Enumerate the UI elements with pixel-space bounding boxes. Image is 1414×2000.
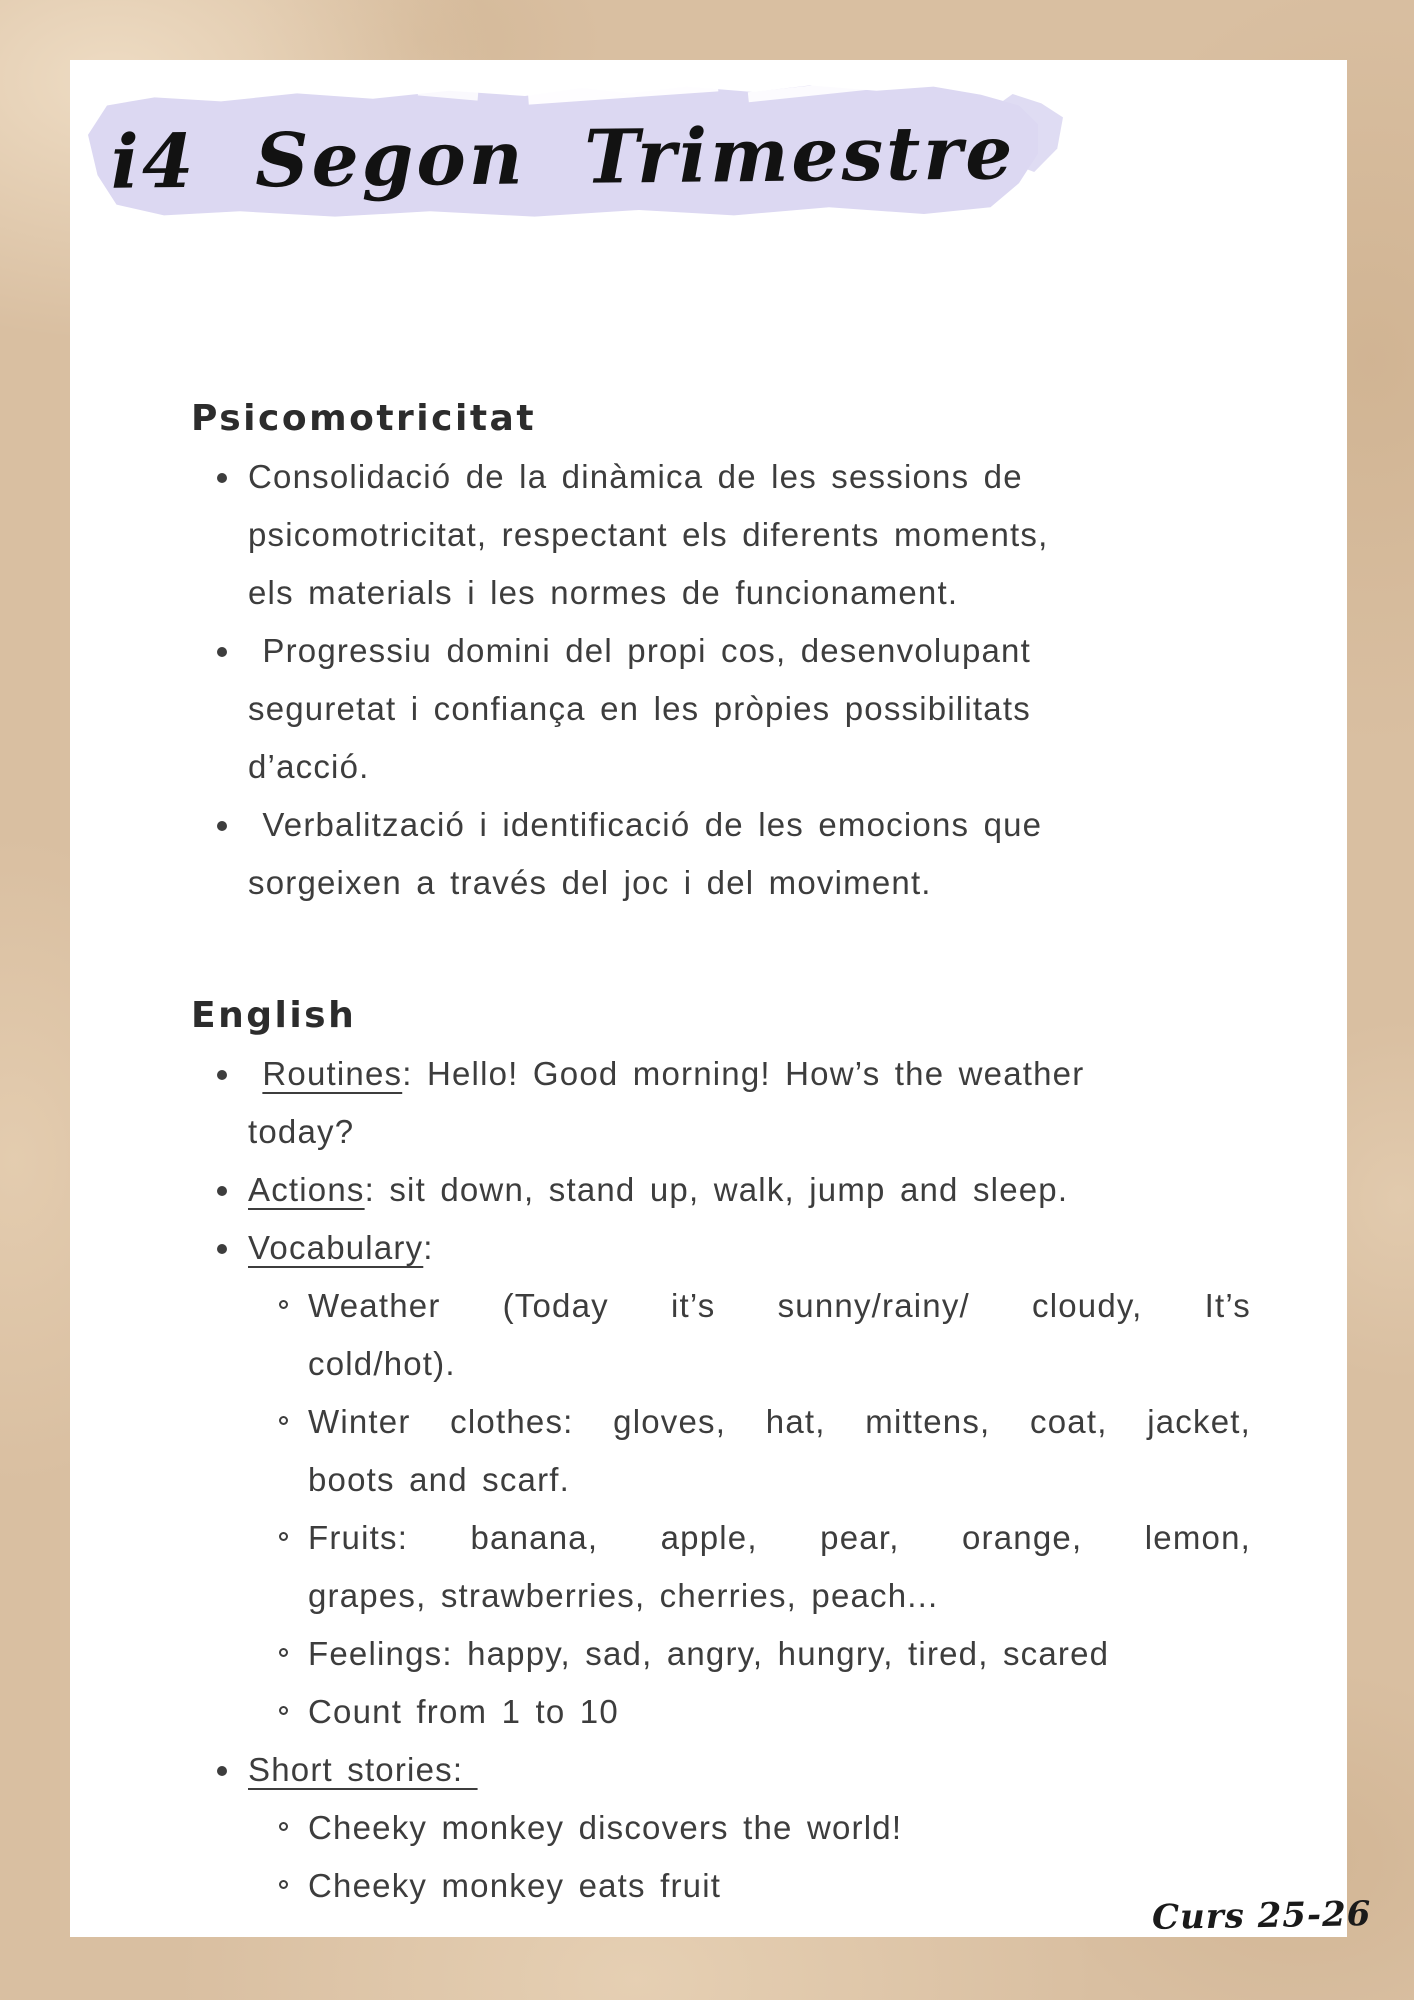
text-segment: Fruits: banana, apple, pear, orange, lemon, <box>308 1519 1251 1556</box>
course-label: Curs 25-26 <box>1151 1894 1372 1938</box>
text-line <box>308 1857 1251 1915</box>
text-line <box>248 1219 1251 1277</box>
text-segment: d’acció. <box>248 748 370 785</box>
list-item <box>70 1219 1347 1277</box>
section-english <box>70 987 1347 1915</box>
text-segment: cold/hot). <box>308 1345 456 1382</box>
text-segment: Feelings: happy, sad, angry, hungry, tired, scared <box>308 1635 1110 1672</box>
text-segment: Cheeky monkey eats fruit <box>308 1867 722 1904</box>
text-segment: sorgeixen a través del joc i del moviment. <box>248 864 932 901</box>
text-line <box>308 1683 1251 1741</box>
text-line <box>248 506 1251 564</box>
text-line <box>308 1277 1251 1335</box>
list-item <box>70 1161 1347 1219</box>
text-line <box>248 1741 1251 1799</box>
section-heading: English <box>191 995 357 1036</box>
text-line <box>248 796 1251 854</box>
list-item <box>70 1393 1347 1509</box>
text-segment: : sit down, stand up, walk, jump and sleep. <box>364 1171 1069 1208</box>
text-segment: els materials i les normes de funcionament. <box>248 574 959 611</box>
text-segment: Cheeky monkey discovers the world! <box>308 1809 903 1846</box>
list-item <box>70 1683 1347 1741</box>
document-content <box>70 390 1347 1915</box>
text-line <box>308 1451 1251 1509</box>
text-segment: today? <box>248 1113 355 1150</box>
text-segment: boots and scarf. <box>308 1461 571 1498</box>
list-item <box>70 1799 1347 1857</box>
text-line <box>248 854 1251 912</box>
text-line <box>308 1625 1251 1683</box>
text-line <box>248 1161 1251 1219</box>
text-segment: : <box>423 1229 434 1266</box>
text-segment: seguretat i confiança en les pròpies possibilitats <box>248 690 1031 727</box>
text-segment: : Hello! Good morning! How’s the weather <box>402 1055 1085 1092</box>
text-segment: grapes, strawberries, cherries, peach... <box>308 1577 939 1614</box>
text-line <box>308 1509 1251 1567</box>
list-item <box>70 1509 1347 1625</box>
text-segment: Winter clothes: gloves, hat, mittens, coat, jacket, <box>308 1403 1251 1440</box>
document-page <box>70 60 1347 1937</box>
list-item <box>70 622 1347 796</box>
list-item <box>70 1741 1347 1799</box>
text-segment: Verbalització i identificació de les emocions que <box>248 806 1043 843</box>
text-segment: Weather (Today it’s sunny/rainy/ cloudy, It’s <box>308 1287 1251 1324</box>
text-line <box>248 1103 1251 1161</box>
underlined-text: Vocabulary <box>248 1229 424 1266</box>
text-segment: Progressiu domini del propi cos, desenvolupant <box>248 632 1031 669</box>
title-highlight <box>88 84 1038 218</box>
list-item <box>70 448 1347 622</box>
text-line <box>308 1335 1251 1393</box>
text-segment: psicomotricitat, respectant els diferents moments, <box>248 516 1049 553</box>
text-line <box>248 738 1251 796</box>
list-item <box>70 1625 1347 1683</box>
text-line <box>308 1567 1251 1625</box>
text-line <box>308 1799 1251 1857</box>
text-line <box>308 1393 1251 1451</box>
underlined-text: Routines <box>262 1055 403 1092</box>
text-line <box>248 564 1251 622</box>
text-line <box>248 448 1251 506</box>
list-item <box>70 1045 1347 1161</box>
text-segment <box>248 1055 262 1092</box>
underlined-text: Actions <box>248 1171 365 1208</box>
text-line <box>248 622 1251 680</box>
text-line <box>248 1045 1251 1103</box>
text-line <box>248 680 1251 738</box>
underlined-text: Short stories: <box>248 1751 478 1788</box>
text-segment: Count from 1 to 10 <box>308 1693 619 1730</box>
section-heading: Psicomotricitat <box>191 398 537 439</box>
list-item <box>70 1277 1347 1393</box>
section-psicomotricitat <box>70 390 1347 912</box>
text-segment: Consolidació de la dinàmica de les sessions de <box>248 458 1023 495</box>
list-item <box>70 796 1347 912</box>
page-title: i4 Segon Trimestre <box>110 110 1016 206</box>
